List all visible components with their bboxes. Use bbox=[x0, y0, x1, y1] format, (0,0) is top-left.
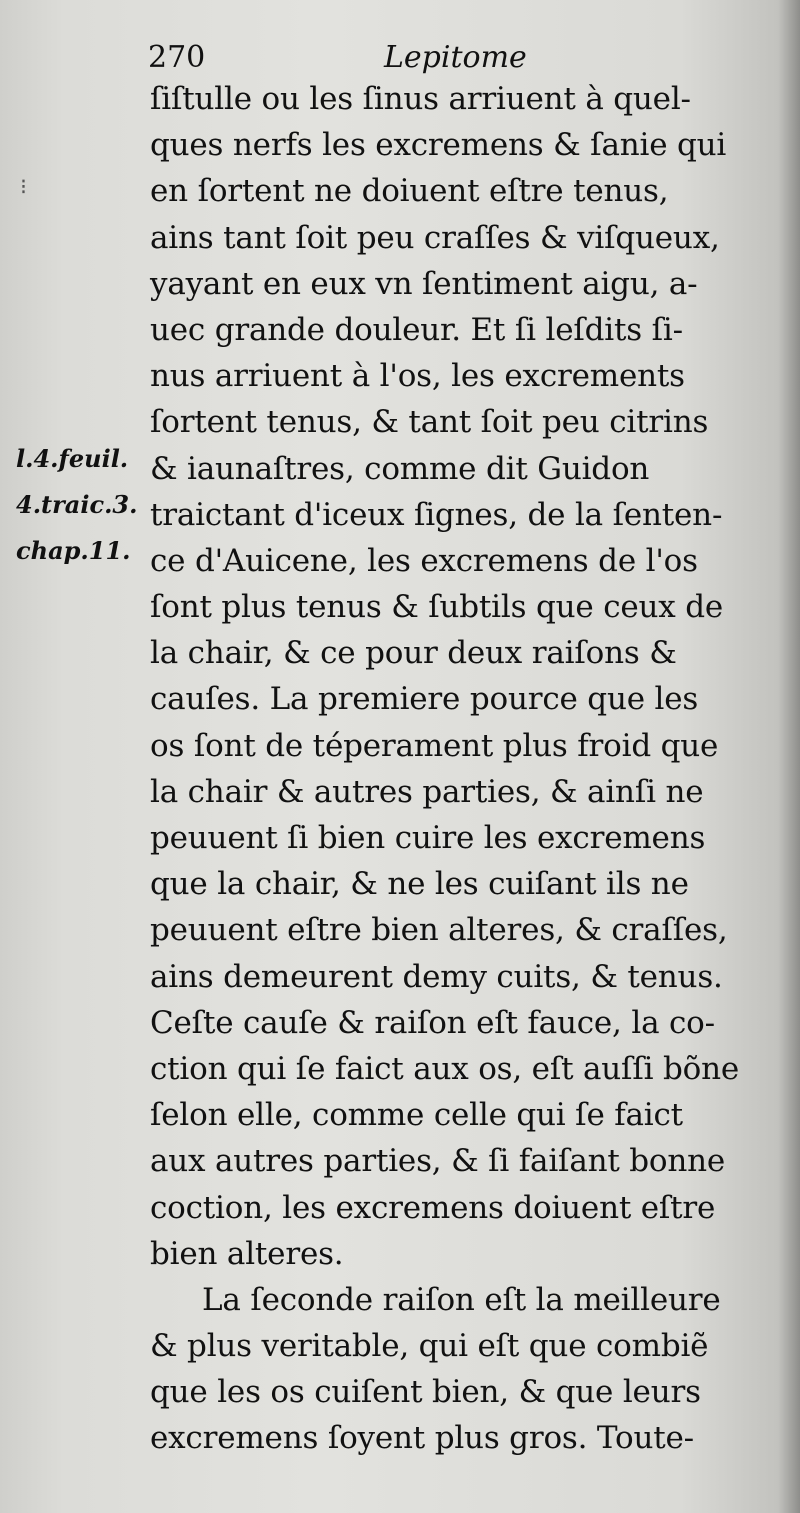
text-line: ſont plus tenus & ſubtils que ceux de bbox=[150, 589, 723, 626]
text-line: Ceſte cauſe & raiſon eſt fauce, la co- bbox=[150, 1004, 715, 1041]
ink-speck: ⁝ bbox=[20, 175, 27, 200]
running-title: Lepitome bbox=[384, 40, 527, 75]
text-line: nus arriuent à l'os, les excrements bbox=[150, 358, 685, 395]
text-line: en ſortent ne doiuent eſtre tenus, bbox=[150, 173, 669, 210]
page-edge-shadow bbox=[778, 0, 800, 1513]
text-line: traictant d'iceux ſignes, de la ſenten- bbox=[150, 496, 723, 533]
text-line: uec grande douleur. Et ſi leſdits ſi- bbox=[150, 311, 683, 348]
text-line: bien alteres. bbox=[150, 1235, 344, 1272]
marginal-note-line: 4.traic.3. bbox=[16, 490, 138, 520]
text-line: ſortent tenus, & tant ſoit peu citrins bbox=[150, 404, 709, 441]
text-line: ce d'Auicene, les excremens de l'os bbox=[150, 542, 698, 579]
text-line: ſiſtulle ou les ſinus arriuent à quel- bbox=[150, 81, 691, 117]
text-line: coction, les excremens doiuent eſtre bbox=[150, 1189, 716, 1226]
text-line: cauſes. La premiere pource que les bbox=[150, 681, 699, 718]
marginal-note-line: chap.11. bbox=[16, 536, 131, 566]
body-text bbox=[150, 76, 750, 1462]
page-header bbox=[148, 38, 748, 78]
text-line: & plus veritable, qui eſt que combiẽ bbox=[150, 1328, 709, 1365]
text-line: la chair & autres parties, & ainſi ne bbox=[150, 773, 704, 810]
marginal-note bbox=[16, 436, 148, 575]
text-line: os ſont de téperament plus froid que bbox=[150, 727, 719, 764]
text-line: & iaunaſtres, comme dit Guidon bbox=[150, 450, 650, 487]
text-line: ques nerfs les excremens & ſanie qui bbox=[150, 127, 727, 164]
text-line: aux autres parties, & ſi faiſant bonne bbox=[150, 1143, 726, 1180]
text-line: la chair, & ce pour deux raiſons & bbox=[150, 635, 677, 672]
text-line: ains tant ſoit peu craſſes & viſqueux, bbox=[150, 219, 720, 256]
text-line: peuuent eſtre bien alteres, & craſſes, bbox=[150, 912, 728, 949]
text-line: ction qui ſe faict aux os, eſt auſſi bõne bbox=[150, 1050, 739, 1087]
marginal-note-line: l.4.feuil. bbox=[16, 444, 129, 473]
text-line: ſelon elle, comme celle qui ſe faict bbox=[150, 1097, 683, 1134]
text-line: excremens ſoyent plus gros. Toute- bbox=[150, 1420, 694, 1457]
text-line: peuuent ſi bien cuire les excremens bbox=[150, 820, 706, 856]
text-line: yayant en eux vn ſentiment aigu, a- bbox=[150, 265, 698, 302]
text-line: que les os cuiſent bien, & que leurs bbox=[150, 1374, 701, 1411]
text-line: que la chair, & ne les cuiſant ils ne bbox=[150, 866, 689, 903]
page-number: 270 bbox=[148, 40, 206, 75]
text-line: ains demeurent demy cuits, & tenus. bbox=[150, 958, 723, 995]
paragraph-start-line: La ſeconde raiſon eſt la meilleure bbox=[202, 1281, 721, 1318]
